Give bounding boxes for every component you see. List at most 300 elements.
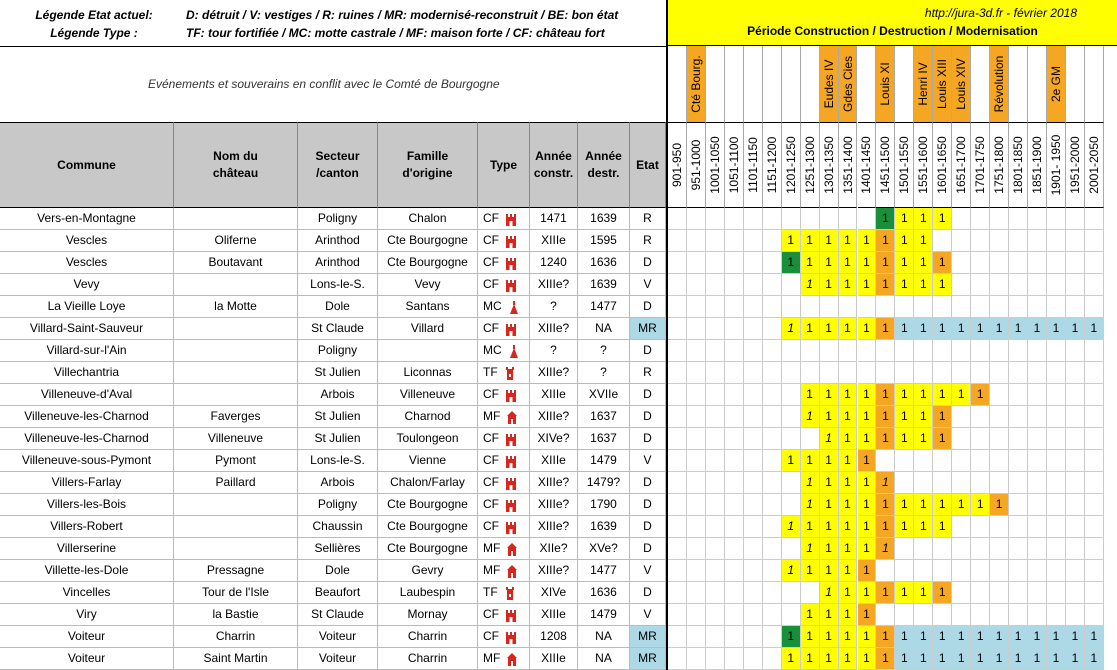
period-cell — [744, 582, 763, 604]
period-cell: 1 — [801, 318, 820, 340]
period-column-header — [782, 122, 801, 208]
period-cell — [687, 582, 706, 604]
cell-commune: Villeneuve-d'Aval — [0, 384, 174, 406]
cell-nom: la Motte — [174, 296, 298, 318]
cell-type — [478, 450, 530, 472]
period-cell: 1 — [820, 648, 839, 670]
cell-secteur: St Julien — [298, 428, 378, 450]
period-cell: 1 — [839, 428, 858, 450]
period-cell: 1 — [990, 318, 1009, 340]
period-cell — [1028, 340, 1047, 362]
period-cell — [1085, 472, 1104, 494]
type-code: TF — [483, 365, 498, 379]
event-label: Louis XIII — [935, 58, 950, 110]
cell-constr: XIIIe? — [530, 318, 578, 340]
period-cell: 1 — [801, 406, 820, 428]
period-cell — [1028, 560, 1047, 582]
period-cell — [1009, 362, 1028, 384]
period-cell — [1085, 450, 1104, 472]
period-cell — [706, 230, 725, 252]
period-cell — [1066, 362, 1085, 384]
period-cell — [782, 604, 801, 626]
period-cell — [763, 626, 782, 648]
period-cell — [1028, 472, 1047, 494]
period-cell: 1 — [952, 626, 971, 648]
period-cell — [763, 252, 782, 274]
cell-commune: Vescles — [0, 252, 174, 274]
period-cell — [1066, 582, 1085, 604]
cell-nom — [174, 516, 298, 538]
cell-type — [478, 274, 530, 296]
period-cell — [687, 604, 706, 626]
cell-destr: 1595 — [578, 230, 630, 252]
period-column-header — [876, 122, 895, 208]
period-cell: 1 — [895, 516, 914, 538]
period-label: 1601-1650 — [935, 136, 950, 194]
period-cell — [763, 428, 782, 450]
period-cell — [668, 604, 687, 626]
period-cell — [933, 362, 952, 384]
period-cell: 1 — [952, 384, 971, 406]
period-cell: 1 — [895, 252, 914, 274]
period-cell: 1 — [801, 648, 820, 670]
period-cell — [971, 582, 990, 604]
cell-famille: Chalon — [378, 208, 478, 230]
period-cell — [1028, 450, 1047, 472]
cell-type — [478, 362, 530, 384]
period-cell — [990, 252, 1009, 274]
column-header-text: Nom du — [213, 149, 258, 163]
cell-constr: XIIIe — [530, 384, 578, 406]
period-cell: 1 — [839, 516, 858, 538]
period-cell — [1085, 252, 1104, 274]
event-column — [858, 46, 877, 122]
period-cell — [725, 340, 744, 362]
cell-commune: Villers-Robert — [0, 516, 174, 538]
period-cell: 1 — [820, 494, 839, 516]
cell-etat: V — [630, 274, 666, 296]
period-cell — [763, 582, 782, 604]
period-cell — [1009, 428, 1028, 450]
tower-icon — [504, 585, 516, 599]
period-cell — [1047, 230, 1066, 252]
period-cell: 1 — [782, 516, 801, 538]
period-cell — [725, 208, 744, 230]
period-cell: 1 — [1028, 648, 1047, 670]
period-cell — [990, 604, 1009, 626]
column-header-text: Année — [585, 149, 622, 163]
castle-icon — [505, 211, 517, 225]
period-cell — [952, 274, 971, 296]
period-cell — [914, 450, 933, 472]
column-header-type — [478, 122, 530, 208]
period-column-header — [990, 122, 1009, 208]
tower-icon — [504, 365, 516, 379]
period-cell — [744, 648, 763, 670]
cell-commune: Villard-Saint-Sauveur — [0, 318, 174, 340]
period-cell — [668, 582, 687, 604]
period-cell — [990, 296, 1009, 318]
period-cell — [1028, 494, 1047, 516]
event-column — [971, 46, 990, 122]
period-label: 1351-1400 — [840, 136, 855, 194]
cell-secteur: Chaussin — [298, 516, 378, 538]
period-column-header — [706, 122, 725, 208]
cell-destr: 1639 — [578, 274, 630, 296]
period-cell: 1 — [895, 384, 914, 406]
period-cell — [668, 428, 687, 450]
cell-constr: 1240 — [530, 252, 578, 274]
period-cell: 1 — [1047, 318, 1066, 340]
period-cell: 1 — [876, 252, 895, 274]
period-cell: 1 — [971, 384, 990, 406]
period-cell — [687, 560, 706, 582]
period-cell — [706, 428, 725, 450]
period-cell — [668, 472, 687, 494]
period-cell: 1 — [782, 626, 801, 648]
cell-famille: Chalon/Farlay — [378, 472, 478, 494]
cell-secteur: Arbois — [298, 472, 378, 494]
event-column — [687, 46, 706, 122]
cell-type — [478, 604, 530, 626]
cell-destr: 1479? — [578, 472, 630, 494]
period-cell — [725, 450, 744, 472]
period-cell: 1 — [820, 384, 839, 406]
period-cell: 1 — [914, 494, 933, 516]
period-column-header — [820, 122, 839, 208]
period-cell — [744, 318, 763, 340]
period-cell — [914, 538, 933, 560]
cell-nom — [174, 384, 298, 406]
castle-icon — [505, 321, 517, 335]
period-cell — [1085, 406, 1104, 428]
period-cell — [1047, 450, 1066, 472]
period-cell — [668, 450, 687, 472]
cell-nom — [174, 274, 298, 296]
column-header-constr — [530, 122, 578, 208]
cell-secteur: St Claude — [298, 604, 378, 626]
cell-secteur: Voiteur — [298, 648, 378, 670]
period-cell — [706, 362, 725, 384]
period-cell — [763, 538, 782, 560]
period-cell — [668, 538, 687, 560]
legend — [0, 0, 666, 46]
period-cell — [839, 296, 858, 318]
cell-constr: XIIIe? — [530, 274, 578, 296]
period-cell — [952, 516, 971, 538]
period-cell: 1 — [839, 274, 858, 296]
period-cell — [687, 318, 706, 340]
period-cell — [1066, 296, 1085, 318]
cell-destr: NA — [578, 318, 630, 340]
period-cell: 1 — [801, 384, 820, 406]
period-cell: 1 — [895, 626, 914, 648]
period-column-header — [763, 122, 782, 208]
legend-type-value: TF: tour fortifiée / MC: motte castrale / MF: maison forte / CF: château fort — [186, 26, 605, 40]
event-column — [668, 46, 687, 122]
cell-constr: ? — [530, 296, 578, 318]
period-cell: 1 — [820, 428, 839, 450]
period-cell: 1 — [858, 428, 877, 450]
cell-commune: Villerserine — [0, 538, 174, 560]
period-column-header — [895, 122, 914, 208]
type-code: CF — [483, 453, 499, 467]
cell-type — [478, 252, 530, 274]
period-cell — [744, 560, 763, 582]
type-code: CF — [483, 475, 499, 489]
period-cell: 1 — [895, 648, 914, 670]
period-cell: 1 — [933, 318, 952, 340]
type-code: MC — [483, 299, 502, 313]
period-cell: 1 — [839, 472, 858, 494]
period-cell — [1009, 604, 1028, 626]
period-cell — [1009, 406, 1028, 428]
cell-destr: 1477 — [578, 560, 630, 582]
cell-commune: Villeneuve-les-Charnod — [0, 406, 174, 428]
period-cell — [971, 450, 990, 472]
period-cell — [706, 626, 725, 648]
period-cell — [1028, 516, 1047, 538]
period-cell: 1 — [858, 538, 877, 560]
period-cell — [725, 604, 744, 626]
cell-type — [478, 208, 530, 230]
event-column — [820, 46, 839, 122]
period-cell — [1085, 296, 1104, 318]
period-cell — [782, 340, 801, 362]
period-cell — [687, 428, 706, 450]
period-cell: 1 — [858, 252, 877, 274]
cell-nom: Paillard — [174, 472, 298, 494]
period-cell — [744, 494, 763, 516]
cell-destr: 1639 — [578, 208, 630, 230]
cell-type — [478, 296, 530, 318]
period-cell — [971, 538, 990, 560]
period-cell — [1009, 494, 1028, 516]
period-cell: 1 — [839, 450, 858, 472]
period-cell — [1028, 406, 1047, 428]
period-cell — [744, 538, 763, 560]
cell-nom — [174, 318, 298, 340]
cell-etat: R — [630, 230, 666, 252]
type-code: CF — [483, 497, 499, 511]
period-cell — [1028, 208, 1047, 230]
period-cell — [668, 648, 687, 670]
castle-icon — [505, 233, 517, 247]
cell-secteur: Dole — [298, 296, 378, 318]
column-header-famille — [378, 122, 478, 208]
castle-icon — [505, 277, 517, 291]
period-cell — [668, 340, 687, 362]
cell-commune: Villeneuve-sous-Pymont — [0, 450, 174, 472]
period-cell: 1 — [895, 318, 914, 340]
period-cell: 1 — [858, 230, 877, 252]
type-code: CF — [483, 321, 499, 335]
period-cell: 1 — [782, 648, 801, 670]
type-code: CF — [483, 629, 499, 643]
period-label: 1851-1900 — [1030, 136, 1045, 194]
cell-destr: 1479 — [578, 450, 630, 472]
period-cell — [1047, 384, 1066, 406]
cell-nom: Saint Martin — [174, 648, 298, 670]
cell-secteur: Poligny — [298, 494, 378, 516]
period-cell: 1 — [933, 274, 952, 296]
period-cell: 1 — [1047, 626, 1066, 648]
period-cell: 1 — [858, 582, 877, 604]
period-cell: 1 — [876, 208, 895, 230]
cell-destr: 1636 — [578, 582, 630, 604]
period-cell — [1028, 428, 1047, 450]
period-cell — [858, 362, 877, 384]
period-cell: 1 — [876, 428, 895, 450]
period-cell — [1066, 494, 1085, 516]
event-column — [933, 46, 952, 122]
period-cell — [895, 560, 914, 582]
period-cell: 1 — [895, 208, 914, 230]
type-code: CF — [483, 277, 499, 291]
cell-famille: Laubespin — [378, 582, 478, 604]
period-cell — [706, 384, 725, 406]
period-label: 1551-1600 — [916, 136, 931, 194]
cell-etat: D — [630, 406, 666, 428]
period-cell — [763, 406, 782, 428]
period-cell — [725, 538, 744, 560]
period-cell — [990, 560, 1009, 582]
period-label: 1401-1450 — [859, 136, 874, 194]
period-cell — [1066, 604, 1085, 626]
period-cell — [668, 494, 687, 516]
cell-etat: MR — [630, 318, 666, 340]
event-label: Révolution — [992, 55, 1007, 113]
cell-constr: XIIIe? — [530, 560, 578, 582]
period-cell — [782, 494, 801, 516]
period-cell — [1009, 582, 1028, 604]
period-cell — [744, 472, 763, 494]
period-cell — [1085, 516, 1104, 538]
period-cell: 1 — [820, 450, 839, 472]
period-cell: 1 — [839, 582, 858, 604]
column-header-text: /canton — [316, 166, 359, 180]
period-cell: 1 — [914, 252, 933, 274]
period-column-header — [971, 122, 990, 208]
period-cell — [1009, 296, 1028, 318]
period-cell — [1085, 274, 1104, 296]
period-column-header — [725, 122, 744, 208]
period-cell — [971, 406, 990, 428]
period-cell — [895, 450, 914, 472]
type-code: CF — [483, 607, 499, 621]
period-label: 901-950 — [669, 142, 684, 188]
cell-commune: La Vieille Loye — [0, 296, 174, 318]
period-cell — [801, 296, 820, 318]
period-cell — [1028, 252, 1047, 274]
event-column — [895, 46, 914, 122]
period-cell: 1 — [782, 560, 801, 582]
period-cell — [952, 296, 971, 318]
cell-destr: ? — [578, 362, 630, 384]
period-cell: 1 — [839, 384, 858, 406]
period-cell — [895, 538, 914, 560]
cell-commune: Voiteur — [0, 626, 174, 648]
period-cell — [668, 384, 687, 406]
period-cell — [1066, 560, 1085, 582]
period-column-header — [668, 122, 687, 208]
column-header-text: destr. — [587, 166, 620, 180]
castle-icon — [505, 255, 517, 269]
cell-constr: XIIIe — [530, 450, 578, 472]
period-cell — [725, 230, 744, 252]
period-cell — [914, 296, 933, 318]
cell-commune: Villeneuve-les-Charnod — [0, 428, 174, 450]
period-cell — [725, 428, 744, 450]
cell-secteur: Voiteur — [298, 626, 378, 648]
period-cell — [914, 604, 933, 626]
period-cell: 1 — [801, 230, 820, 252]
period-cell — [706, 494, 725, 516]
period-cell — [933, 472, 952, 494]
period-cell — [668, 274, 687, 296]
type-code: CF — [483, 431, 499, 445]
period-cell — [782, 538, 801, 560]
event-column — [763, 46, 782, 122]
period-cell — [990, 450, 1009, 472]
period-cell — [706, 208, 725, 230]
type-code: MC — [483, 343, 502, 357]
period-cell — [1009, 208, 1028, 230]
period-cell — [706, 472, 725, 494]
period-cell — [801, 428, 820, 450]
period-cell — [706, 516, 725, 538]
period-cell — [687, 274, 706, 296]
period-cell — [801, 208, 820, 230]
period-cell — [725, 560, 744, 582]
period-cell — [914, 560, 933, 582]
cell-nom: Tour de l'Isle — [174, 582, 298, 604]
cell-famille: Cte Bourgogne — [378, 494, 478, 516]
period-cell — [1047, 340, 1066, 362]
period-cell — [1009, 516, 1028, 538]
period-cell — [706, 560, 725, 582]
cell-etat: V — [630, 450, 666, 472]
period-cell: 1 — [876, 230, 895, 252]
period-column-header — [914, 122, 933, 208]
cell-etat: D — [630, 582, 666, 604]
period-cell — [1066, 428, 1085, 450]
period-cell: 1 — [990, 648, 1009, 670]
period-cell: 1 — [858, 384, 877, 406]
period-cell — [763, 318, 782, 340]
period-cell: 1 — [858, 648, 877, 670]
period-cell: 1 — [895, 406, 914, 428]
cell-nom — [174, 362, 298, 384]
period-cell: 1 — [801, 494, 820, 516]
period-cell — [990, 340, 1009, 362]
event-label: Gdes Cies — [840, 55, 855, 113]
period-cell: 1 — [914, 208, 933, 230]
cell-secteur: Poligny — [298, 340, 378, 362]
cell-destr: XVe? — [578, 538, 630, 560]
period-cell: 1 — [801, 604, 820, 626]
cell-nom — [174, 494, 298, 516]
period-cell — [876, 340, 895, 362]
period-cell — [725, 472, 744, 494]
period-cell: 1 — [820, 274, 839, 296]
period-cell — [876, 450, 895, 472]
period-cell: 1 — [820, 252, 839, 274]
period-cell: 1 — [839, 560, 858, 582]
period-cell — [706, 538, 725, 560]
period-cell: 1 — [782, 230, 801, 252]
period-cell — [706, 450, 725, 472]
